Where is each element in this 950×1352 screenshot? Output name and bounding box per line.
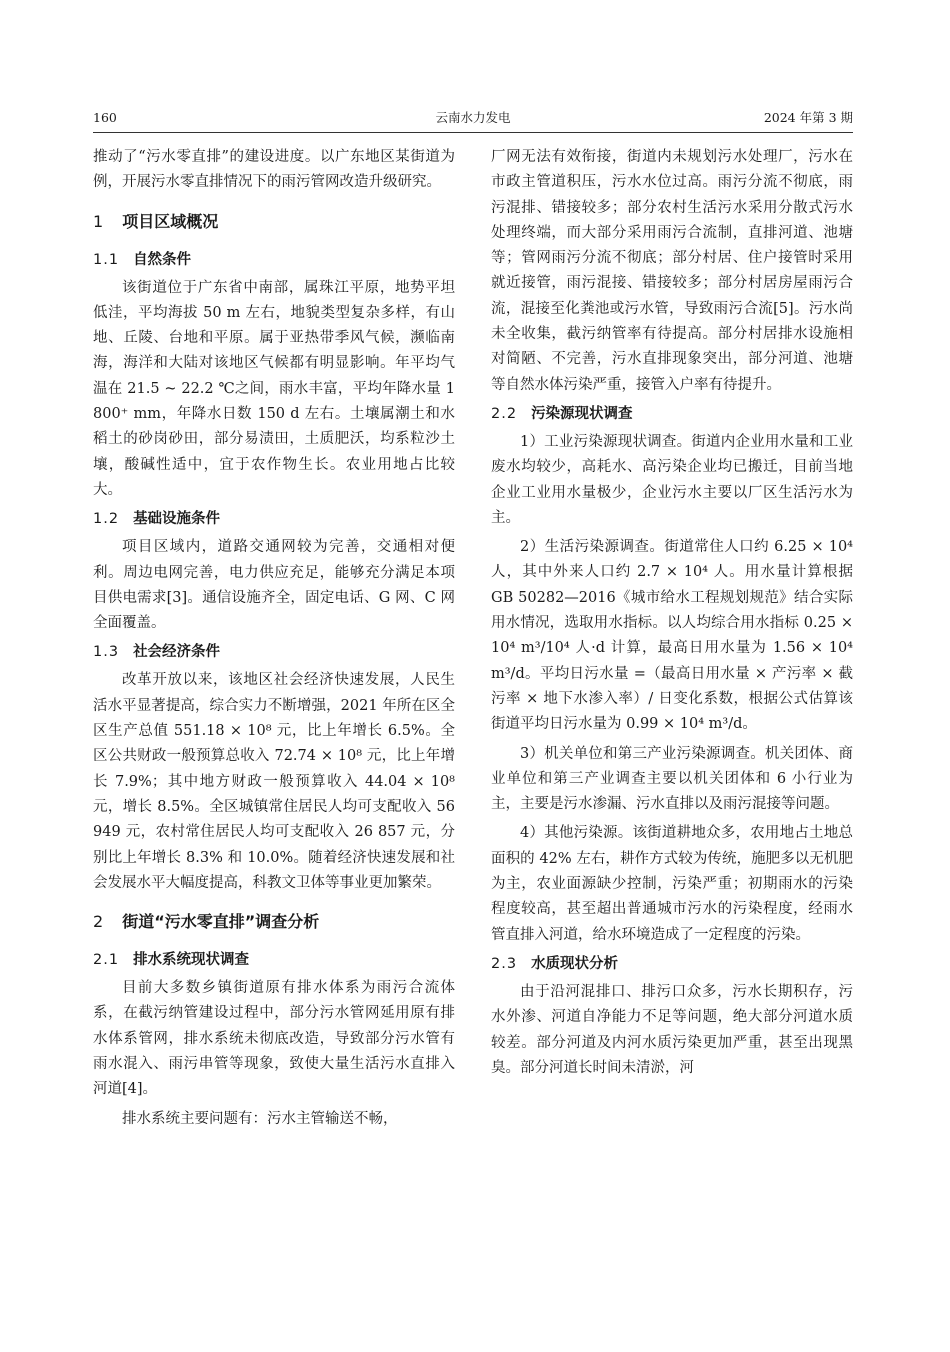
- header-rule: [93, 132, 853, 133]
- section-title: 污染源现状调查: [531, 405, 633, 422]
- socioeconomic-paragraph: 改革开放以来，该地区社会经济快速发展，人民生活水平显著提高，综合实力不断增强，2021 年所在区全区生产总值 551.18 × 10⁸ 元，比上年增长 6.5%。全区公共财政一般预算总收入 72.74 × 10⁸ 元，比上年增长 7.9%；其中地方财政一般预算收入 44.04 × 10⁸ 元，增长 8.5%。全区城镇常住居民人均可支配收入 56 949 元，农村常住居民人均可支配收入 26 857 元，分别比上年增长 8.3% 和 10.0%。随着经济快速发展和社会发展水平大幅度提高，科教文卫体等事业更加繁荣。: [93, 672, 455, 891]
- section-title: 项目区域概况: [122, 211, 219, 231]
- section-2-2-heading: [491, 402, 853, 427]
- institutional-pollution-paragraph: 3）机关单位和第三产业污染源调查。机关团体、商业单位和第三产业调查主要以机关团体和 6 小行业为主，主要是污水渗漏、污水直排以及雨污混接等问题。: [491, 745, 853, 813]
- section-number: 1: [93, 211, 105, 231]
- drainage-paragraph: 目前大多数乡镇街道原有排水体系为雨污合流体系，在截污纳管建设过程中，部分污水管网延用原有排水体系管网，排水系统未彻底改造，导致部分污水管有雨水混入、雨污串管等现象，致使大量生活污水直排入河道[4]。: [93, 980, 455, 1098]
- left-column: [93, 145, 455, 1136]
- section-title: 自然条件: [133, 251, 192, 268]
- section-number: 2.2: [491, 405, 518, 422]
- section-2-3-heading: [491, 952, 853, 977]
- section-2-1-heading: [93, 948, 455, 973]
- page-header: [93, 109, 853, 131]
- section-number: 1.1: [93, 251, 120, 268]
- section-number: 2.1: [93, 952, 120, 969]
- intro-paragraph: 推动了“污水零直排”的建设进度。以广东地区某街道为例，开展污水零直排情况下的雨污管网改造升级研究。: [93, 149, 455, 191]
- section-number: 1.2: [93, 511, 120, 528]
- infrastructure-paragraph: 项目区域内，道路交通网较为完善，交通相对便利。周边电网完善，电力供应充足，能够充分满足本项目供电需求[3]。通信设施齐全，固定电话、G 网、C 网全面覆盖。: [93, 539, 455, 632]
- section-1-2-heading: [93, 507, 455, 532]
- section-title: 街道“污水零直排”调查分析: [122, 912, 320, 932]
- continued-paragraph: 厂网无法有效衔接，街道内未规划污水处理厂，污水在市政主管道积压，污水水位过高。雨污分流不彻底，雨污混排、错接较多；部分农村生活污水采用分散式污水处理终端，而大部分采用雨污合流制，直排河道、池塘等；管网雨污分流不彻底；部分村居、住户接管时采用就近接管，雨污混接、错接较多；部分村居房屋雨污合流，混接至化粪池或污水管，导致雨污合流[5]。污水尚未全收集，截污纳管率有待提高。部分村居排水设施相对简陋、不完善，污水直排现象突出，部分河道、池塘等自然水体污染严重，接管入户率有待提升。: [491, 149, 853, 393]
- section-title: 水质现状分析: [531, 955, 619, 972]
- section-2-heading: [93, 909, 455, 935]
- section-1-3-heading: [93, 640, 455, 665]
- natural-conditions-paragraph: 该街道位于广东省中南部，属珠江平原，地势平坦低洼，平均海拔 50 m 左右，地貌类型复杂多样，有山地、丘陵、台地和平原。属于亚热带季风气候，濒临南海，海洋和大陆对该地区气候都有明显影响。年平均气温在 21.5 ~ 22.2 ℃之间，雨水丰富，平均年降水量 1 800⁺ mm，年降水日数 150 d 左右。土壤属潮土和水稻土的砂岗砂田，部分易渍田，土质肥沃，均系粒沙土壤，酸碱性适中，宜于农作物生长。农业用地占比较大。: [93, 279, 455, 498]
- section-title: 社会经济条件: [133, 644, 221, 661]
- journal-name: 云南水力发电: [435, 110, 511, 125]
- section-number: 2: [93, 912, 105, 932]
- section-number: 2.3: [491, 955, 518, 972]
- page-number: 160: [93, 110, 117, 125]
- section-title: 基础设施条件: [133, 511, 221, 528]
- section-title: 排水系统现状调查: [133, 952, 250, 969]
- water-quality-paragraph: 由于沿河混排口、排污口众多，污水长期积存，污水外渗、河道自净能力不足等问题，绝大部分河道水质较差。部分河道及内河水质污染更加严重，甚至出现黑臭。部分河道长时间未清淤，河: [491, 983, 853, 1076]
- other-pollution-paragraph: 4）其他污染源。该街道耕地众多，农用地占土地总面积的 42% 左右，耕作方式较为传统，施肥多以无机肥为主，农业面源缺少控制，污染严重；初期雨水的污染程度较高，甚至超出普通城市污水的污染程度，经雨水管直排入河道，给水环境造成了一定程度的污染。: [491, 825, 853, 943]
- drainage-problems-paragraph: 排水系统主要问题有：污水主管输送不畅，: [122, 1110, 398, 1127]
- section-number: 1.3: [93, 644, 120, 661]
- section-1-1-heading: [93, 248, 455, 273]
- issue-label: 2024 年第 3 期: [763, 110, 853, 125]
- section-1-heading: [93, 209, 455, 235]
- domestic-pollution-paragraph: 2）生活污染源调查。街道常住人口约 6.25 × 10⁴ 人，其中外来人口约 2.7 × 10⁴ 人。用水量计算根据 GB 50282—2016《城市给水工程规划规范》结合实际用水情况，选取用水指标。以人均综合用水指标 0.25 × 10⁴ m³/10⁴ 人·d 计算，最高日用水量为 1.56 × 10⁴ m³/d。平均日污水量 =（最高日用水量 × 产污率 × 截污率 × 地下水渗入率）/ 日变化系数，根据公式估算该街道平均日污水量为 0.99 × 10⁴ m³/d。: [491, 539, 853, 733]
- industrial-pollution-paragraph: 1）工业污染源现状调查。街道内企业用水量和工业废水均较少，高耗水、高污染企业均已搬迁，目前当地企业工业用水量极少，企业污水主要以厂区生活污水为主。: [491, 433, 853, 526]
- right-column: [491, 145, 853, 1085]
